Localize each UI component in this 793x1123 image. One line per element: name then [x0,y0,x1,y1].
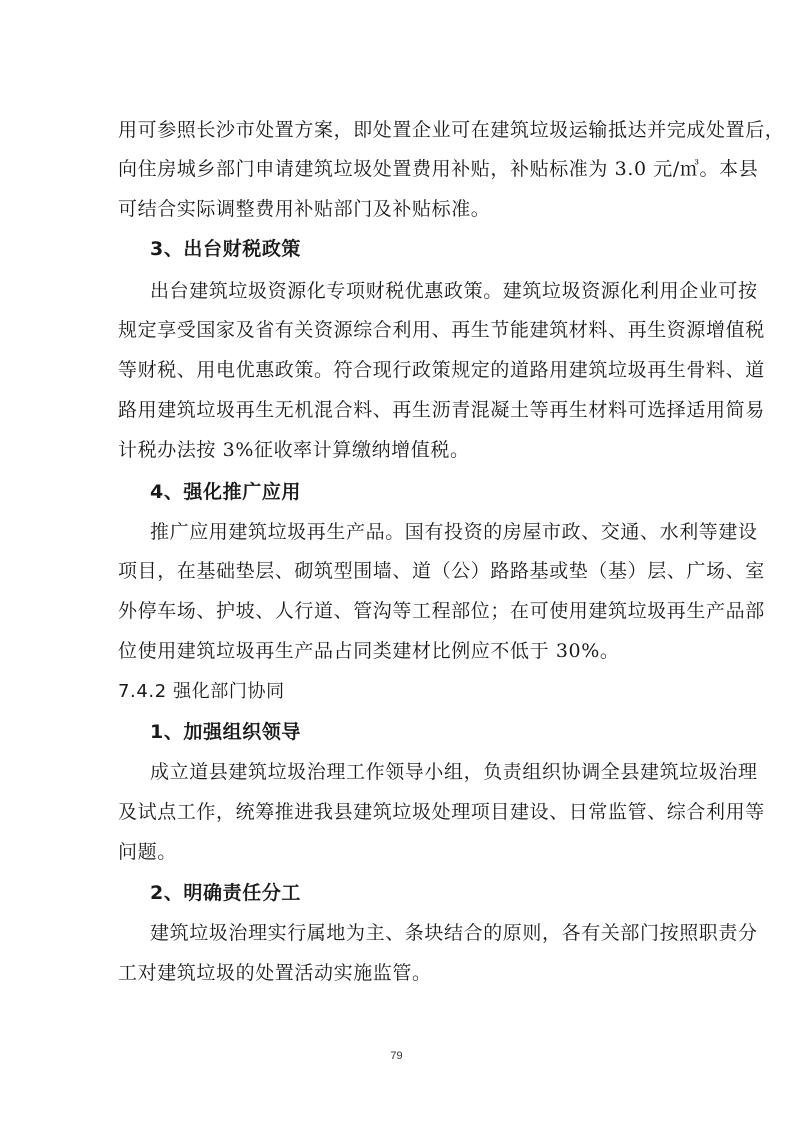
paragraph-2-line-1: 出台建筑垃圾资源化专项财税优惠政策。建筑垃圾资源化利用企业可按 [150,280,758,302]
paragraph-1-line-1: 用可参照长沙市处置方案，即处置企业可在建筑垃圾运输抵达并完成处置后， [118,119,785,141]
paragraph-4-line-1: 成立道县建筑垃圾治理工作领导小组，负责组织协调全县建筑垃圾治理 [150,761,758,783]
paragraph-2-line-4: 路用建筑垃圾再生无机混合料、再生沥青混凝土等再生材料可选择适用简易 [118,399,765,421]
heading-responsibility-division: 2、明确责任分工 [150,882,302,904]
paragraph-4-line-2: 及试点工作，统筹推进我县建筑垃圾处理项目建设、日常监管、综合利用等 [118,801,765,823]
paragraph-5-line-1: 建筑垃圾治理实行属地为主、条块结合的原则，各有关部门按照职责分 [150,922,758,944]
heading-fiscal-tax-policy: 3、出台财税政策 [150,238,302,260]
paragraph-3-line-3: 外停车场、护坡、人行道、管沟等工程部位；在可使用建筑垃圾再生产品部 [118,600,765,622]
paragraph-5-line-2: 工对建筑垃圾的处置活动实施监管。 [118,962,432,984]
page-number: 79 [390,1050,403,1062]
paragraph-3-line-2: 项目，在基础垫层、砌筑型围墙、道（公）路路基或垫（基）层、广场、室 [118,560,765,582]
paragraph-1-line-3: 可结合实际调整费用补贴部门及补贴标准。 [118,198,491,220]
paragraph-3-line-4: 位使用建筑垃圾再生产品占同类建材比例应不低于 30%。 [118,640,620,662]
heading-organization-leadership: 1、加强组织领导 [150,721,302,743]
paragraph-1-line-2: 向住房城乡部门申请建筑垃圾处置费用补贴，补贴标准为 3.0 元/㎥。本县 [118,158,759,180]
paragraph-3-line-1: 推广应用建筑垃圾再生产品。国有投资的房屋市政、交通、水利等建设 [150,521,758,543]
paragraph-2-line-2: 规定享受国家及省有关资源综合利用、再生节能建筑材料、再生资源增值税 [118,319,765,341]
paragraph-2-line-5: 计税办法按 3%征收率计算缴纳增值税。 [118,439,470,461]
paragraph-2-line-3: 等财税、用电优惠政策。符合现行政策规定的道路用建筑垃圾再生骨料、道 [118,359,765,381]
paragraph-4-line-3: 问题。 [118,841,177,863]
heading-promotion-application: 4、强化推广应用 [150,481,302,503]
section-heading-7-4-2: 7.4.2 强化部门协同 [118,681,285,702]
